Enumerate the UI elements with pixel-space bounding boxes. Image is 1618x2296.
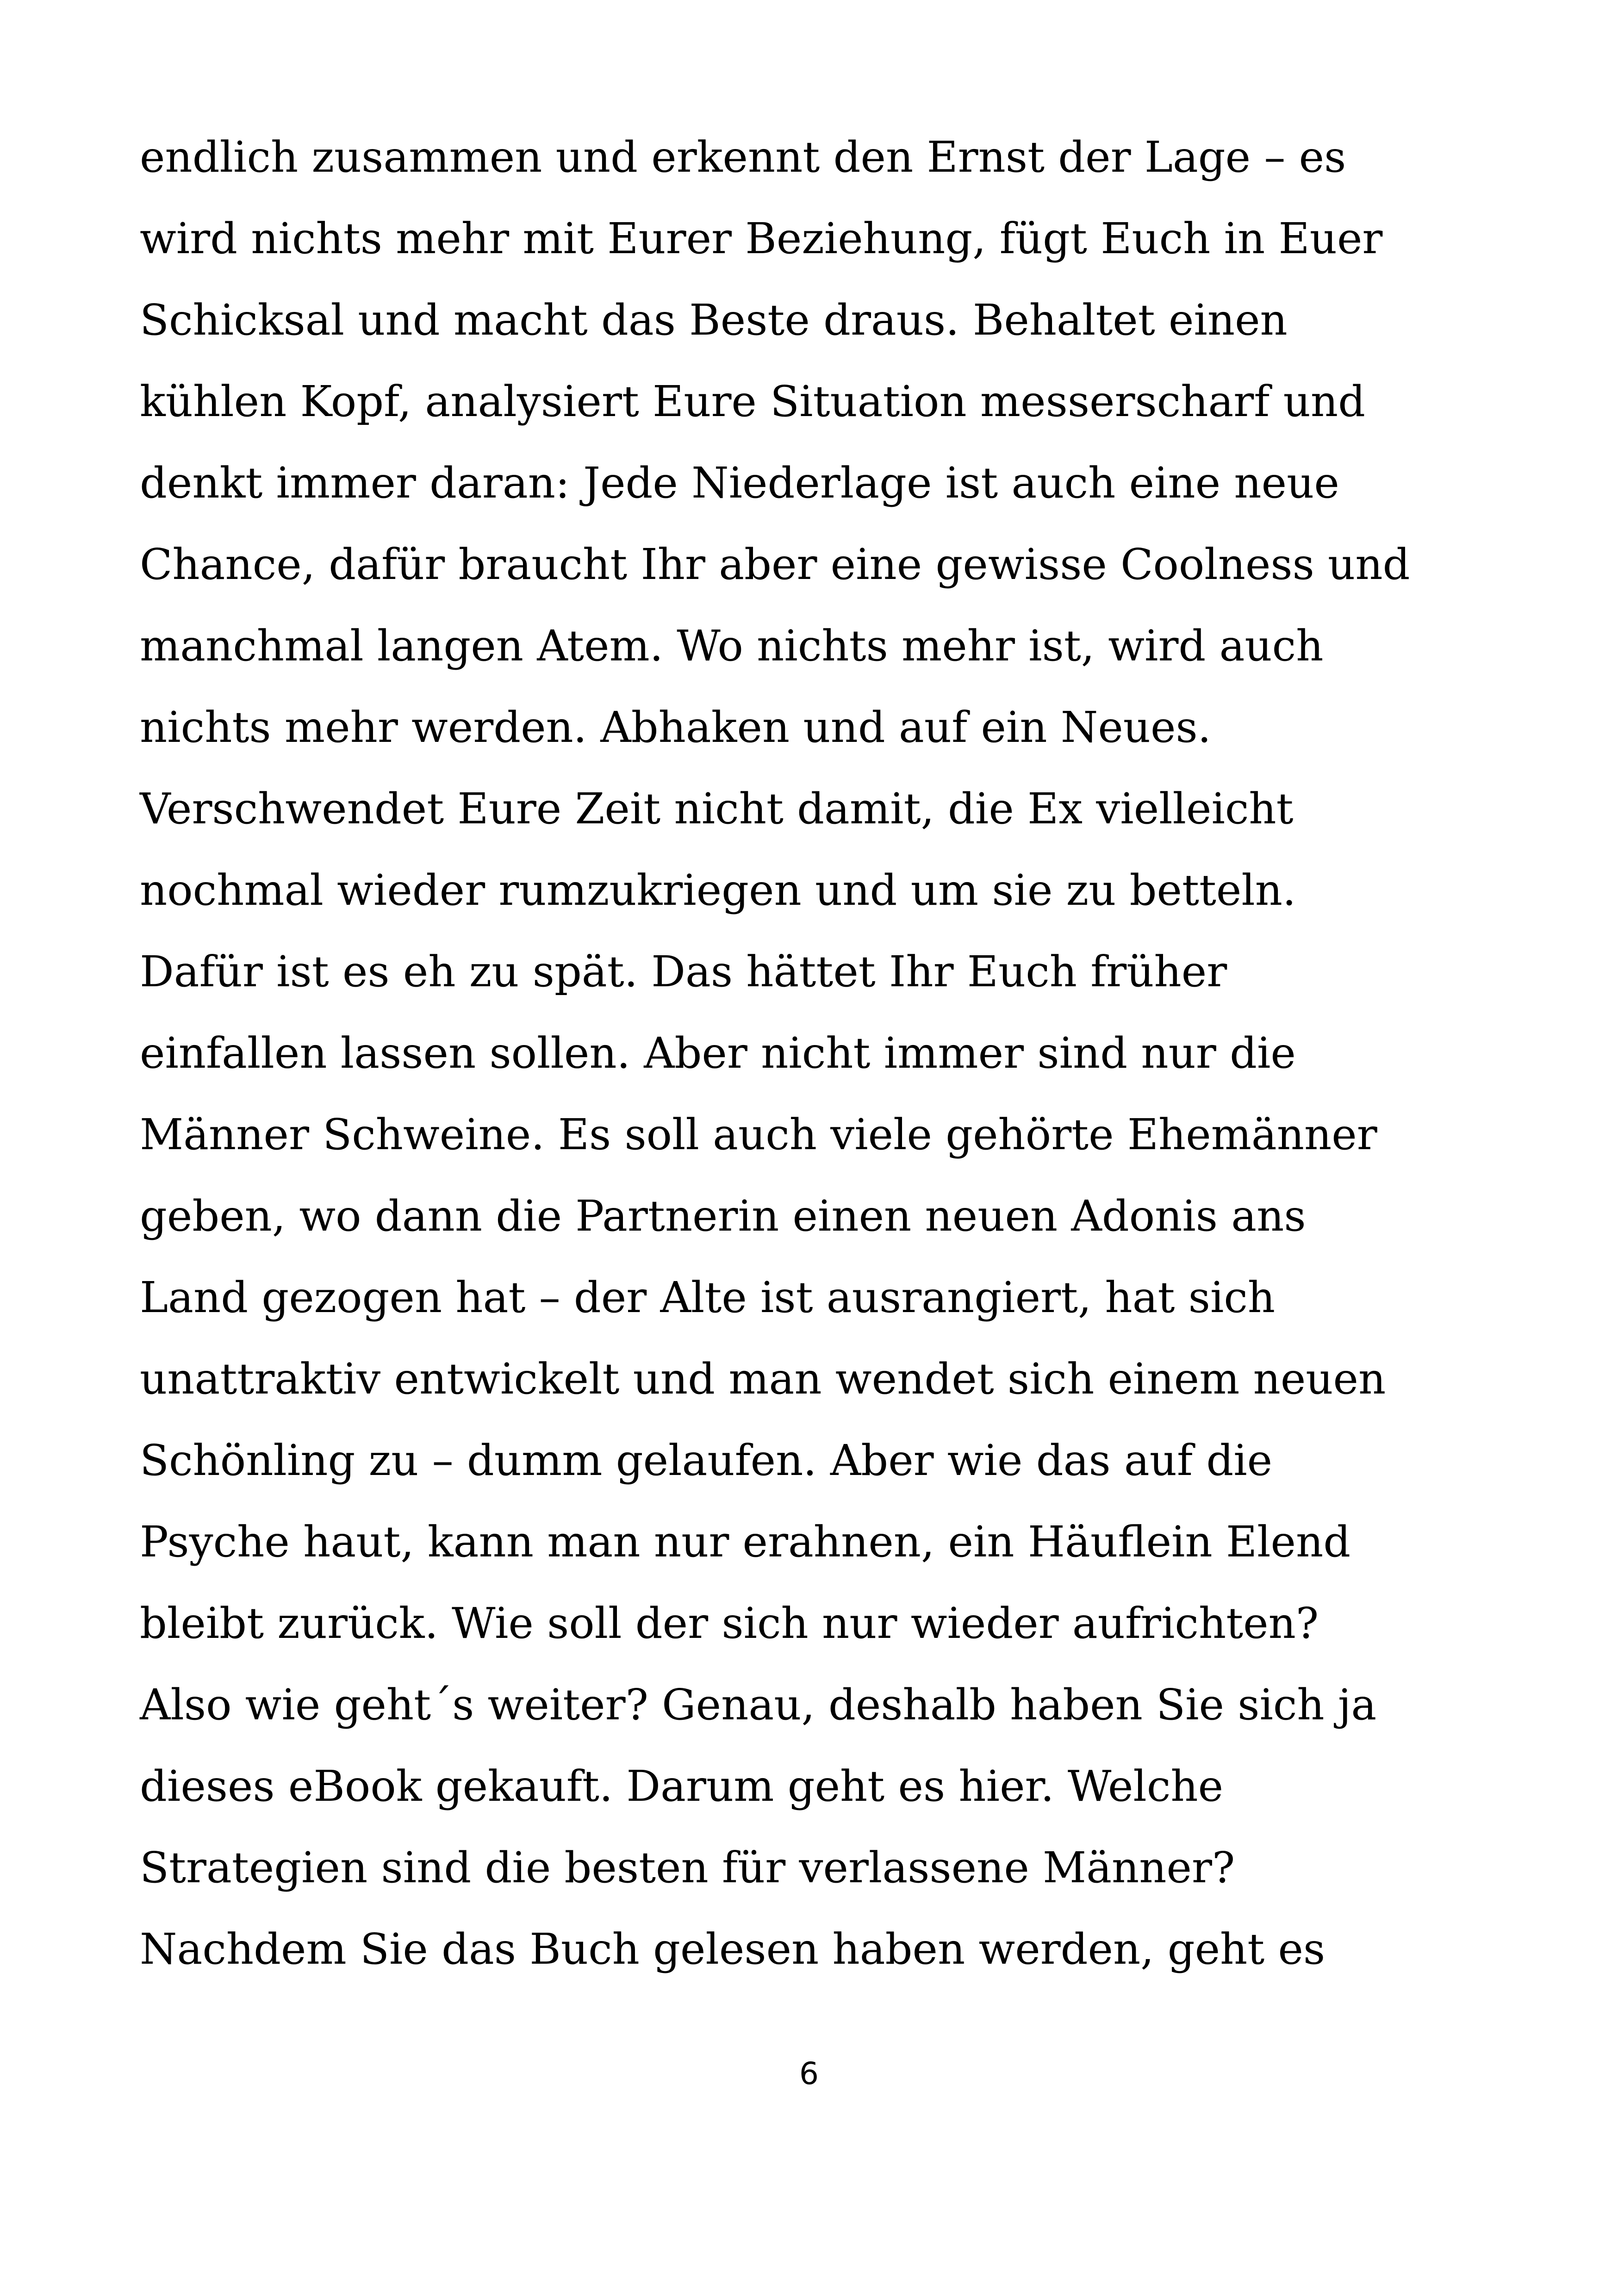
text-line-21: dieses eBook gekauft. Darum geht es hier. Welche	[140, 1761, 1224, 1811]
text-line-16: unattraktiv entwickelt und man wendet sich einem neuen	[140, 1354, 1386, 1404]
text-line-10: nochmal wieder rumzukriegen und um sie zu betteln.	[140, 865, 1296, 915]
text-line-7: manchmal langen Atem. Wo nichts mehr ist, wird auch	[140, 621, 1324, 671]
text-line-22: Strategien sind die besten für verlassene Männer?	[140, 1843, 1235, 1892]
text-line-11: Dafür ist es eh zu spät. Das hättet Ihr Euch früher	[140, 947, 1227, 996]
text-line-17: Schönling zu – dumm gelaufen. Aber wie das auf die	[140, 1436, 1273, 1485]
text-line-6: Chance, dafür braucht Ihr aber eine gewisse Coolness und	[140, 540, 1410, 589]
text-line-3: Schicksal und macht das Beste draus. Behaltet einen	[140, 295, 1288, 345]
text-line-4: kühlen Kopf, analysiert Eure Situation messerscharf und	[140, 377, 1365, 426]
page-number: 6	[799, 2056, 819, 2091]
text-line-23: Nachdem Sie das Buch gelesen haben werden, geht es	[140, 1924, 1326, 1974]
text-line-8: nichts mehr werden. Abhaken und auf ein Neues.	[140, 703, 1211, 752]
text-line-12: einfallen lassen sollen. Aber nicht immer sind nur die	[140, 1028, 1296, 1078]
text-line-19: bleibt zurück. Wie soll der sich nur wieder aufrichten?	[140, 1599, 1319, 1648]
text-line-13: Männer Schweine. Es soll auch viele gehörte Ehemänner	[140, 1110, 1377, 1159]
text-line-5: denkt immer daran: Jede Niederlage ist auch eine neue	[140, 458, 1339, 508]
text-line-15: Land gezogen hat – der Alte ist ausrangiert, hat sich	[140, 1273, 1276, 1322]
text-line-2: wird nichts mehr mit Eurer Beziehung, fügt Euch in Euer	[140, 214, 1383, 263]
text-line-1: endlich zusammen und erkennt den Ernst der Lage – es	[140, 132, 1346, 182]
text-line-18: Psyche haut, kann man nur erahnen, ein Häuflein Elend	[140, 1517, 1351, 1567]
text-line-14: geben, wo dann die Partnerin einen neuen Adonis ans	[140, 1191, 1306, 1241]
text-line-9: Verschwendet Eure Zeit nicht damit, die Ex vielleicht	[140, 784, 1294, 834]
text-line-20: Also wie geht´s weiter? Genau, deshalb haben Sie sich ja	[140, 1680, 1377, 1730]
